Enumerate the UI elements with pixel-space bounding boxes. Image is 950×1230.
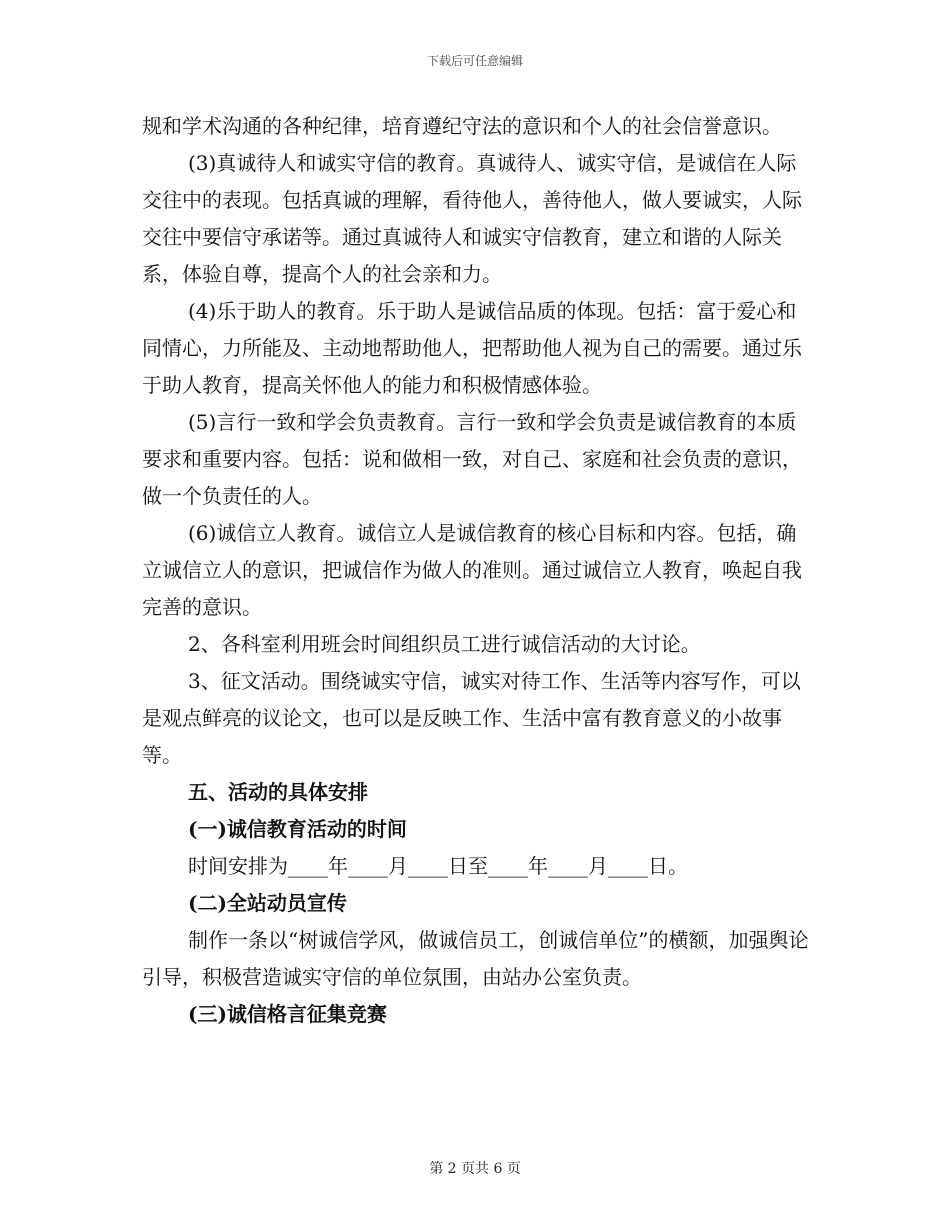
paragraph-discussion: 2、各科室利用班会时间组织员工进行诚信活动的大讨论。 xyxy=(188,632,701,656)
paragraph-item-6: (6)诚信立人教育。诚信立人是诚信教育的核心目标和内容。包括，确立诚信立人的意识，把诚信作为做人的准则。通过诚信立人教育，唤起自我完善的意识。 xyxy=(142,521,802,619)
page-footer: 第 2 页共 6 页 xyxy=(429,1161,521,1177)
paragraph-banner: 制作一条以“树诚信学风，做诚信员工，创诚信单位”的横额，加强舆论引导，积极营造诚实守信的单位氛围，由站办公室负责。 xyxy=(142,928,809,989)
paragraph-essay: 3、征文活动。围绕诚实守信，诚实对待工作、生活等内容写作，可以是观点鲜亮的议论文，也可以是反映工作、生活中富有教育意义的小故事等。 xyxy=(142,669,801,767)
paragraph-schedule: 时间安排为____年____月____日至____年____月____日。 xyxy=(188,854,688,878)
subheading-1: (一)诚信教育活动的时间 xyxy=(188,817,407,841)
paragraph-item-4: (4)乐于助人的教育。乐于助人是诚信品质的体现。包括：富于爱心和同情心，力所能及、主动地帮助他人，把帮助他人视为自己的需要。通过乐于助人教育，提高关怀他人的能力和积极情感体验。 xyxy=(142,299,802,397)
subheading-2: (二)全站动员宣传 xyxy=(188,891,347,915)
subheading-3: (三)诚信格言征集竞赛 xyxy=(188,1002,387,1026)
document-body xyxy=(142,108,814,1033)
paragraph-continuation: 规和学术沟通的各种纪律，培育遵纪守法的意识和个人的社会信誉意识。 xyxy=(142,114,782,138)
paragraph-item-5: (5)言行一致和学会负责教育。言行一致和学会负责是诚信教育的本质要求和重要内容。包括：说和做相一致，对自己、家庭和社会负责的意识，做一个负责任的人。 xyxy=(142,410,802,508)
paragraph-item-3: (3)真诚待人和诚实守信的教育。真诚待人、诚实守信，是诚信在人际交往中的表现。包括真诚的理解，看待他人，善待他人，做人要诚实，人际交往中要信守承诺等。通过真诚待人和诚实守信教育，建立和谐的人际关系，体验自尊，提高个人的社会亲和力。 xyxy=(142,151,802,286)
section-heading-5: 五、活动的具体安排 xyxy=(188,780,368,804)
page-header: 下载后可任意编辑 xyxy=(426,54,523,68)
